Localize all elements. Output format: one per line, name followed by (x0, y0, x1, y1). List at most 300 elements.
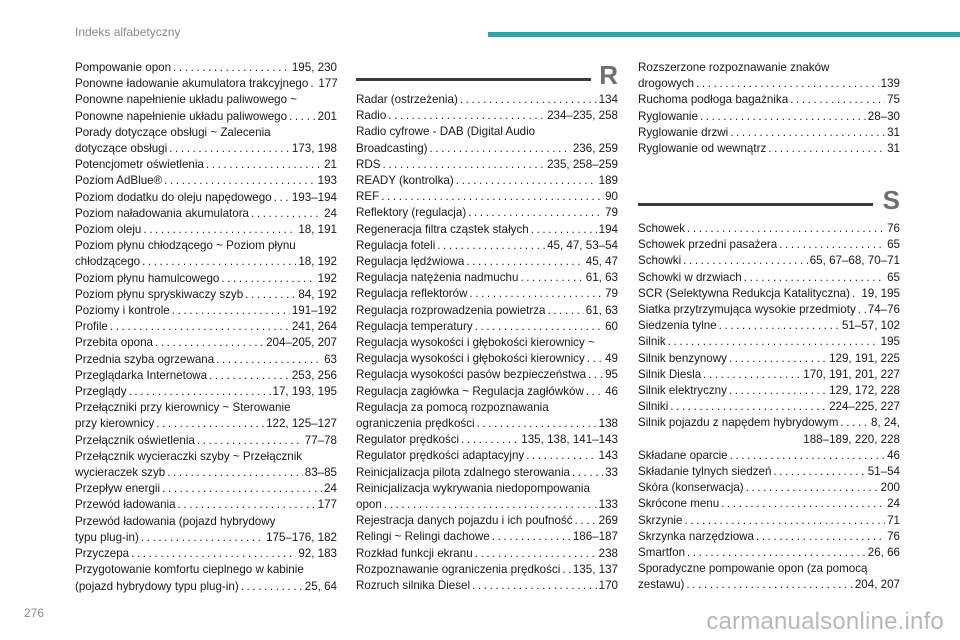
index-entry (638, 286, 900, 302)
index-entry-pages: 129, 172, 228 (829, 384, 900, 398)
index-entry-text: Silnik Diesla (638, 367, 702, 381)
index-entry-text: Ryglowanie (638, 109, 698, 123)
index-entry-text: READY (kontrolka) (356, 174, 454, 188)
index-entry-text: wycieraczek szyb (75, 466, 166, 480)
index-entry (638, 480, 900, 496)
index-entry-text: Regulacja lędźwiowa (356, 255, 465, 269)
index-entry-text: zestawu) (638, 578, 685, 592)
index-entry-pages: 194 (598, 222, 618, 236)
index-column-1 (75, 60, 337, 595)
dot-leader (670, 399, 827, 415)
index-entry-text: Regulacja foteli (356, 238, 436, 252)
index-entry-text: Schowek (638, 222, 686, 235)
index-entry (356, 546, 618, 562)
index-entry-text: Skrzynie (638, 513, 683, 527)
dot-leader (178, 497, 316, 513)
index-entry-text: Siatka przytrzymująca wysokie przedmioty (638, 303, 856, 317)
index-entry-line (638, 92, 900, 108)
section-letter-r: R (599, 60, 618, 90)
index-entry-text: Poziom AdBlue® (75, 174, 163, 188)
index-entry-line (356, 319, 618, 335)
index-entry-line (75, 254, 337, 270)
index-entry-pages: 65, 67–68, 70–71 (809, 254, 900, 268)
index-entry-text: SCR (Selektywna Redukcja Katalityczna) (638, 286, 850, 300)
index-entry-line (356, 108, 618, 124)
index-entry-text: Silniki (638, 400, 669, 414)
index-entry (356, 270, 618, 286)
dot-leader (475, 546, 597, 562)
index-entry-pages: 60 (605, 319, 618, 333)
index-entry-text: Przyczepa (75, 547, 130, 561)
index-entry-line (356, 562, 618, 578)
index-entry-line (356, 141, 618, 157)
index-entry-line (356, 238, 618, 254)
dot-leader (730, 125, 885, 141)
dot-leader (141, 530, 264, 546)
index-entry (356, 319, 618, 335)
index-entry-line (75, 157, 337, 173)
index-entry-text: Przeglądarka Internetowa (75, 368, 208, 382)
index-entry-text: Poziom płynu spryskiwaczy szyb (75, 287, 244, 301)
index-entry-text: chłodzącego (75, 255, 141, 269)
dot-leader (469, 286, 603, 302)
dot-leader (587, 351, 603, 367)
index-entry-text: Relingi ~ Relingi dachowe (356, 530, 490, 544)
dot-leader (289, 109, 316, 125)
index-entry-text: Skrzynka narzędziowa (638, 529, 754, 543)
index-entry-pages: 193–194 (291, 190, 337, 204)
index-entry-pages: 175–176, 182 (266, 530, 337, 544)
index-entry (75, 433, 337, 449)
index-entry-line (638, 448, 900, 464)
index-entry-pages: 224–225, 227 (829, 400, 900, 414)
index-entry-line (638, 141, 900, 157)
index-entry (356, 513, 618, 529)
index-entry-pages: 92, 183 (298, 547, 337, 561)
index-entry-lead: Przygotowanie komfortu cieplnego w kabinie (75, 563, 304, 577)
index-entry-line (75, 206, 337, 222)
index-entry-line (356, 205, 618, 221)
running-header: Indeks alfabetyczny (75, 25, 181, 39)
index-entry-pages: 204, 207 (854, 578, 900, 592)
index-entry-text: Ruchoma podłoga bagażnika (638, 93, 789, 107)
index-entry-pages: 170, 191, 201, 227 (803, 367, 900, 381)
index-entry (75, 384, 337, 400)
index-entry (356, 529, 618, 545)
index-entry-lead: Regulacja za pomocą rozpoznawania (356, 400, 549, 414)
index-entry (638, 141, 900, 157)
index-entry (75, 449, 337, 481)
index-entry-line (356, 303, 618, 319)
index-entry-text: Skóra (konserwacja) (638, 481, 744, 495)
index-entry-line (75, 335, 337, 351)
index-entry-lead: Poziom płynu chłodzącego ~ Poziom płynu (75, 239, 296, 253)
dot-leader (155, 335, 264, 351)
index-entry (75, 368, 337, 384)
dot-leader (172, 303, 290, 319)
index-entry (638, 367, 900, 383)
index-entry-pages: 25, 64 (304, 579, 337, 593)
dot-leader (746, 480, 879, 496)
index-entry-pages: 83–85 (304, 466, 337, 480)
index-entry-line (638, 221, 900, 237)
index-entry-line (75, 303, 337, 319)
index-entry-text: Ponowne ładowanie akumulatora trakcyjnego (75, 77, 309, 91)
index-entry-pages: 170 (598, 579, 618, 593)
index-entry-pages: 26, 66 (867, 546, 900, 560)
index-entry-line (75, 433, 337, 449)
dot-leader (197, 433, 303, 449)
index-entry-text: Rozpoznawanie ograniczenia prędkości (356, 562, 561, 576)
index-entry-text: Reinicjalizacja pilota zdalnego sterowania (356, 465, 570, 479)
index-entry-line (638, 351, 900, 367)
index-entry-text: Silnik pojazdu z napędem hybrydowym (638, 416, 839, 430)
index-entry-line (638, 496, 900, 512)
index-entry-line (75, 497, 337, 513)
index-entry-pages: 177 (317, 498, 337, 512)
index-entry-text: Regulacja natężenia nadmuchu (356, 271, 519, 285)
index-entry-lead: Radio cyfrowe - DAB (Digital Audio (356, 125, 536, 139)
index-entry-text: Ponowne napełnienie układu paliwowego (75, 109, 288, 123)
dot-leader (131, 546, 296, 562)
dot-leader (586, 384, 603, 400)
index-entry (356, 254, 618, 270)
dot-leader (142, 254, 296, 270)
index-entry-text: Broadcasting) (356, 141, 428, 155)
index-entry (638, 351, 900, 367)
index-entry (356, 367, 618, 383)
index-entry (356, 222, 618, 238)
index-entry-pages: 193 (317, 174, 337, 188)
index-entry-line (75, 530, 337, 546)
index-entry-text: Regulacja zagłówka ~ Regulacja zagłówków (356, 384, 584, 398)
index-entry-text: Skrócone menu (638, 497, 720, 511)
index-entry (638, 270, 900, 286)
index-entry-pages: 235, 258–259 (547, 157, 618, 171)
index-entry-pages: 241, 264 (291, 320, 337, 334)
index-entry-pages: 51–57, 102 (841, 319, 900, 333)
index-entry-text: dotyczące obsługi (75, 142, 168, 156)
index-entry-pages: 90 (605, 190, 618, 204)
index-entry-pages: 84, 192 (298, 287, 337, 301)
index-entry-text: Ryglowanie od wewnątrz (638, 142, 767, 156)
index-entry-line (356, 157, 618, 173)
index-entry (75, 514, 337, 546)
index-entry-line (356, 529, 618, 545)
index-entry-text: Poziom dodatku do oleju napędowego (75, 190, 272, 204)
index-entry-line (638, 109, 900, 125)
index-entry (75, 287, 337, 303)
index-entry-pages: 139 (880, 77, 900, 91)
index-entry-lead: Porady dotyczące obsługi ~ Zalecenia (75, 125, 271, 139)
index-entry-text: Smartfon (638, 546, 686, 560)
dot-leader (719, 318, 840, 334)
index-entry-text: Poziom naładowania akumulatora (75, 206, 250, 220)
dot-leader (274, 190, 290, 206)
index-entry-text: Regulacja wysokości pasów bezpieczeństwa (356, 368, 587, 382)
index-entry-pages: 195, 230 (291, 61, 337, 74)
index-entry (75, 222, 337, 238)
index-entry-line (75, 319, 337, 335)
index-entry-text: opon (356, 498, 382, 512)
index-entry-line (75, 271, 337, 287)
index-entry-line (638, 270, 900, 286)
index-entry-text: Przebita opona (75, 336, 153, 350)
index-entry-pages: 33 (605, 465, 618, 479)
index-entry-text: Regulacja temperatury (356, 319, 473, 333)
index-entry-text: Rozkład funkcji ekranu (356, 546, 473, 560)
dot-leader (531, 222, 597, 238)
index-entry-pages: 74–76 (867, 303, 900, 317)
index-entry-text: ograniczenia prędkości (356, 417, 475, 431)
index-entry-pages: 19, 195 (861, 286, 900, 300)
index-entry-line (75, 141, 337, 157)
dot-leader (779, 237, 885, 253)
index-entry-line (638, 545, 900, 561)
index-entry-text: (pojazd hybrydowy typu plug-in) (75, 579, 239, 593)
index-entry-text: Przednia szyba ogrzewana (75, 352, 215, 366)
index-entry-line (638, 334, 900, 350)
index-entry (356, 108, 618, 124)
index-entry (638, 561, 900, 593)
index-entry-pages: 186–187 (572, 530, 618, 544)
dot-leader (164, 173, 315, 189)
index-entry (75, 271, 337, 287)
index-entry-text: Silnik benzynowy (638, 351, 727, 365)
index-entry-line (638, 577, 900, 593)
index-entry-text: Regulacja wysokości i głębokości kierownicy (356, 352, 585, 366)
index-entry-pages: 133 (598, 498, 618, 512)
index-entry-text: Poziomy i kontrole (75, 304, 170, 318)
index-entry (638, 496, 900, 512)
index-entry-pages: 17, 193, 195 (272, 385, 337, 399)
index-entry (356, 173, 618, 189)
index-entry-line (75, 190, 337, 206)
index-entry (638, 334, 900, 350)
index-entry (356, 562, 618, 578)
index-entry-pages: 63 (324, 352, 337, 366)
index-entry-pages: 31 (887, 142, 900, 156)
index-entry-pages: 253, 256 (291, 368, 337, 382)
index-entry-line (356, 513, 618, 529)
index-entry-pages: 77–78 (304, 433, 337, 447)
index-entry-pages: 134 (598, 93, 618, 106)
index-entry-pages: 75 (887, 93, 900, 107)
index-entry-pages: 24 (324, 206, 337, 220)
index-entry-text: Regulacja reflektorów (356, 287, 468, 301)
page-number: 276 (24, 606, 45, 620)
index-entry-pages: 21 (324, 158, 337, 172)
index-entry (75, 206, 337, 222)
dot-leader (684, 513, 885, 529)
dot-leader (700, 109, 866, 125)
index-entry-pages: 238 (598, 546, 618, 560)
dot-leader (756, 529, 885, 545)
index-entry-text: Siedzenia tylne (638, 319, 717, 333)
index-entry-lead: Przełącznik wycieraczki szyby ~ Przełącznik (75, 449, 303, 463)
index-entry-line (356, 432, 618, 448)
index-entry-text: Regulator prędkości adaptacyjny (356, 449, 525, 463)
index-entry-line (638, 415, 900, 431)
index-entry-line (638, 318, 900, 334)
dot-leader (169, 141, 290, 157)
section-rule (638, 203, 873, 206)
dot-leader (461, 432, 519, 448)
dot-leader (696, 76, 879, 92)
dot-leader (721, 496, 885, 512)
index-entry (75, 173, 337, 189)
index-entry (356, 238, 618, 254)
dot-leader (562, 562, 571, 578)
index-entry (75, 190, 337, 206)
dot-leader (520, 270, 583, 286)
dot-leader (162, 481, 322, 497)
index-entry-line (356, 465, 618, 481)
index-entry (638, 448, 900, 464)
index-entry-line (356, 497, 618, 513)
index-entry-text: Reflektory (regulacja) (356, 206, 467, 220)
index-entry-pages: 195 (880, 335, 900, 349)
index-entry-text: Silnik elektryczny (638, 384, 727, 398)
dot-leader (143, 222, 296, 238)
index-entry-text: Przeglądy (75, 385, 127, 399)
index-entry (75, 335, 337, 351)
index-entry (75, 546, 337, 562)
index-entry (75, 562, 337, 594)
index-entry (638, 513, 900, 529)
index-entry (638, 221, 900, 237)
index-entry-line (75, 481, 337, 497)
section-rule (356, 78, 591, 81)
index-entry (356, 124, 618, 156)
dot-leader (110, 319, 290, 335)
index-entry-pages: 95 (605, 368, 618, 382)
dot-leader (382, 157, 545, 173)
index-entry (638, 302, 900, 318)
index-entry-line (75, 579, 337, 595)
dot-leader (129, 384, 271, 400)
index-entry-line (356, 173, 618, 189)
index-entry (356, 205, 618, 221)
index-entry-text: Profile (75, 320, 108, 334)
dot-leader (468, 205, 603, 221)
index-entry-text: Rejestracja danych pojazdu i ich poufność (356, 514, 573, 528)
index-entry-text: Radio (356, 109, 387, 123)
index-entry-line (638, 383, 900, 399)
section-letter-s: S (882, 185, 900, 215)
index-entry-text: Silnik (638, 335, 666, 349)
index-entry (75, 497, 337, 513)
index-entry-text: Pompowanie opon (75, 61, 172, 74)
index-entry (356, 465, 618, 481)
index-entry (75, 157, 337, 173)
index-entry-pages: 173, 198 (291, 142, 337, 156)
index-entry-text: Schowki (638, 254, 682, 268)
dot-leader (588, 367, 603, 383)
index-entry-line (75, 173, 337, 189)
dot-leader (388, 108, 545, 124)
index-entry (638, 253, 900, 269)
index-entry-text: Rozruch silnika Diesel (356, 579, 471, 593)
index-entry-line (356, 270, 618, 286)
index-entry (638, 415, 900, 447)
index-entry-line (356, 254, 618, 270)
index-entry-pages: 76 (887, 222, 900, 235)
index-entry-pages: 135, 137 (572, 562, 618, 576)
index-entry-lead: Regulacja wysokości i głębokości kierownicy ~ (356, 336, 595, 350)
index-entry (356, 448, 618, 464)
dot-leader (310, 76, 316, 92)
index-entry-text: RDS (356, 157, 381, 171)
index-entry-pages: 204–205, 207 (266, 336, 337, 350)
index-entry-text: przy kierownicy (75, 417, 155, 431)
dot-leader (687, 545, 866, 561)
index-entry-pages: 51–54 (867, 465, 900, 479)
index-entry-pages: 46 (887, 448, 900, 462)
index-entry-pages: 61, 63 (585, 271, 618, 285)
index-entry-text: Regulator prędkości (356, 433, 460, 447)
index-entry-line (638, 529, 900, 545)
index-entry-pages: 143 (598, 449, 618, 463)
index-entry (638, 125, 900, 141)
index-entry-line (75, 76, 337, 92)
dot-leader (430, 141, 571, 157)
index-entry-text: Regeneracja filtra cząstek stałych (356, 222, 529, 236)
index-entry-pages: 201 (317, 109, 337, 123)
index-entry-pages: 234–235, 258 (547, 109, 618, 123)
index-entry-line (356, 189, 618, 205)
index-entry-pages: 45, 47, 53–54 (547, 238, 618, 252)
index-entry-line (75, 546, 337, 562)
dot-leader (381, 189, 603, 205)
index-entry-line (356, 351, 618, 367)
dot-leader (686, 577, 852, 593)
index-entry-line (356, 384, 618, 400)
index-entry-line (356, 416, 618, 432)
index-entry (356, 157, 618, 173)
index-entry-line (638, 286, 900, 302)
index-entry (638, 529, 900, 545)
index-entry-line (356, 367, 618, 383)
index-entry-pages: 76 (887, 529, 900, 543)
dot-leader (687, 221, 885, 237)
index-entry-pages: 18, 192 (298, 255, 337, 269)
index-entry (356, 481, 618, 513)
index-entry-line (75, 465, 337, 481)
dot-leader (575, 513, 597, 529)
index-entry (356, 286, 618, 302)
index-entry-pages-continued: 188–189, 220, 228 (803, 432, 900, 446)
index-entry-line (356, 578, 618, 594)
dot-leader (167, 465, 303, 481)
index-entry (75, 400, 337, 432)
index-entry-line (75, 109, 337, 125)
index-entry-line (75, 368, 337, 384)
index-entry-text: Potencjometr oświetlenia (75, 158, 204, 172)
index-entry-line (638, 302, 900, 318)
index-entry (638, 60, 900, 92)
index-entry-pages: 236, 259 (572, 141, 618, 155)
dot-leader (460, 92, 597, 108)
dot-leader (221, 271, 315, 287)
index-entry (75, 92, 337, 124)
index-entry (638, 399, 900, 415)
dot-leader (547, 303, 583, 319)
watermark: carmanualsonline.info (706, 608, 944, 635)
index-entry-text: Przewód ładowania (75, 498, 176, 512)
dot-leader (852, 286, 859, 302)
index-entry-line (75, 416, 337, 432)
